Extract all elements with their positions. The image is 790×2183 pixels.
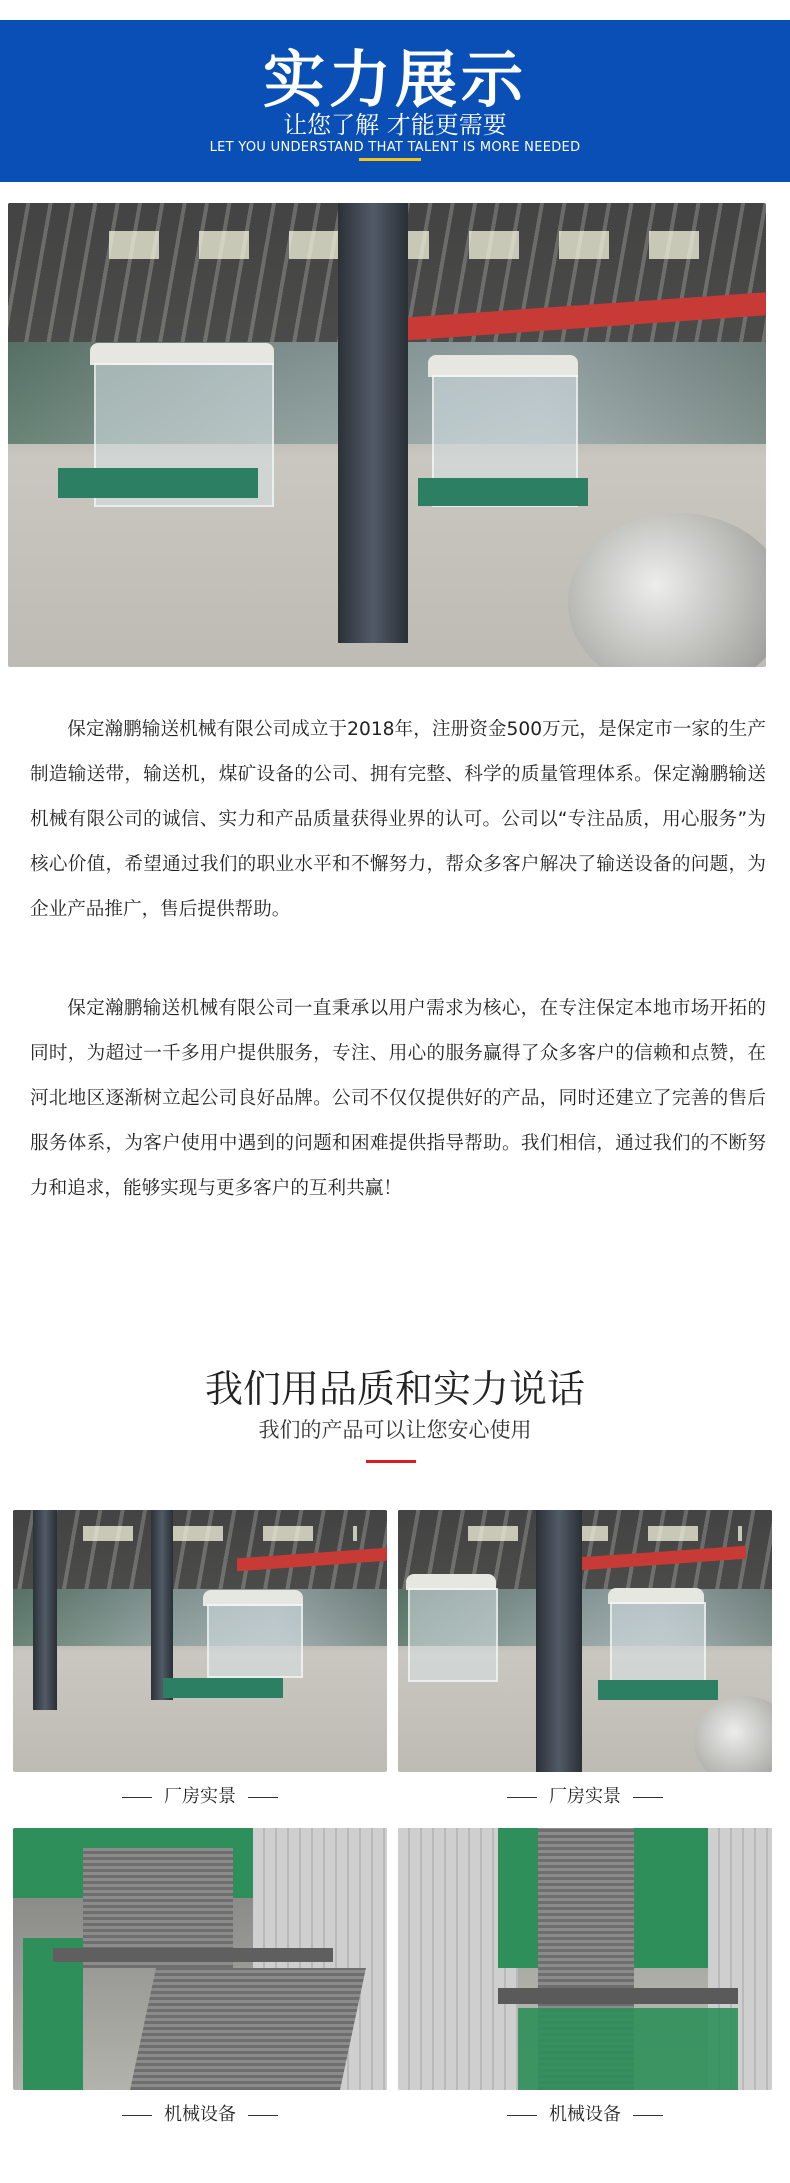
gallery-photo-factory-2 (398, 1510, 772, 1772)
gallery-photo-machine-1 (13, 1828, 387, 2090)
banner-underline (359, 158, 421, 161)
section-subtitle: 我们的产品可以让您安心使用 (258, 1418, 532, 1442)
banner-subtitle-en: LET YOU UNDERSTAND THAT TALENT IS MORE NEEDED (209, 140, 581, 155)
gallery-caption-2: 厂房实景 (398, 1782, 772, 1812)
gallery-caption-3: 机械设备 (13, 2100, 387, 2130)
gallery-caption-1: 厂房实景 (13, 1782, 387, 1812)
intro-paragraph-1: 保定瀚鹏输送机械有限公司成立于2018年，注册资金500万元，是保定市一家的生产制造输送带，输送机，煤矿设备的公司、拥有完整、科学的质量管理体系。保定瀚鹏输送机械有限公司的诚信、实力和产品质量获得业界的认可。公司以“专注品质，用心服务”为核心价值，希望通过我们的职业水平和不懈努力，帮众多客户解决了输送设备的问题，为企业产品推广，售后提供帮助。 (30, 719, 766, 920)
header-banner (0, 20, 790, 182)
gallery-photo-factory-1 (13, 1510, 387, 1772)
section-underline (366, 1460, 416, 1463)
intro-paragraph-2: 保定瀚鹏输送机械有限公司一直秉承以用户需求为核心，在专注保定本地市场开拓的同时，为超过一千多用户提供服务，专注、用心的服务赢得了众多客户的信赖和点赞，在河北地区逐渐树立起公司良好品牌。公司不仅仅提供好的产品，同时还建立了完善的售后服务体系，为客户使用中遇到的问题和困难提供指导帮助。我们相信，通过我们的不断努力和追求，能够实现与更多客户的互利共赢！ (30, 998, 766, 1199)
banner-subtitle: 让您了解 才能更需要 (283, 111, 507, 139)
factory-main-photo (8, 203, 766, 667)
gallery-photo-machine-2 (398, 1828, 772, 2090)
gallery-caption-4: 机械设备 (398, 2100, 772, 2130)
banner-title: 实力展示 (262, 43, 527, 116)
section-title: 我们用品质和实力说话 (204, 1367, 585, 1411)
